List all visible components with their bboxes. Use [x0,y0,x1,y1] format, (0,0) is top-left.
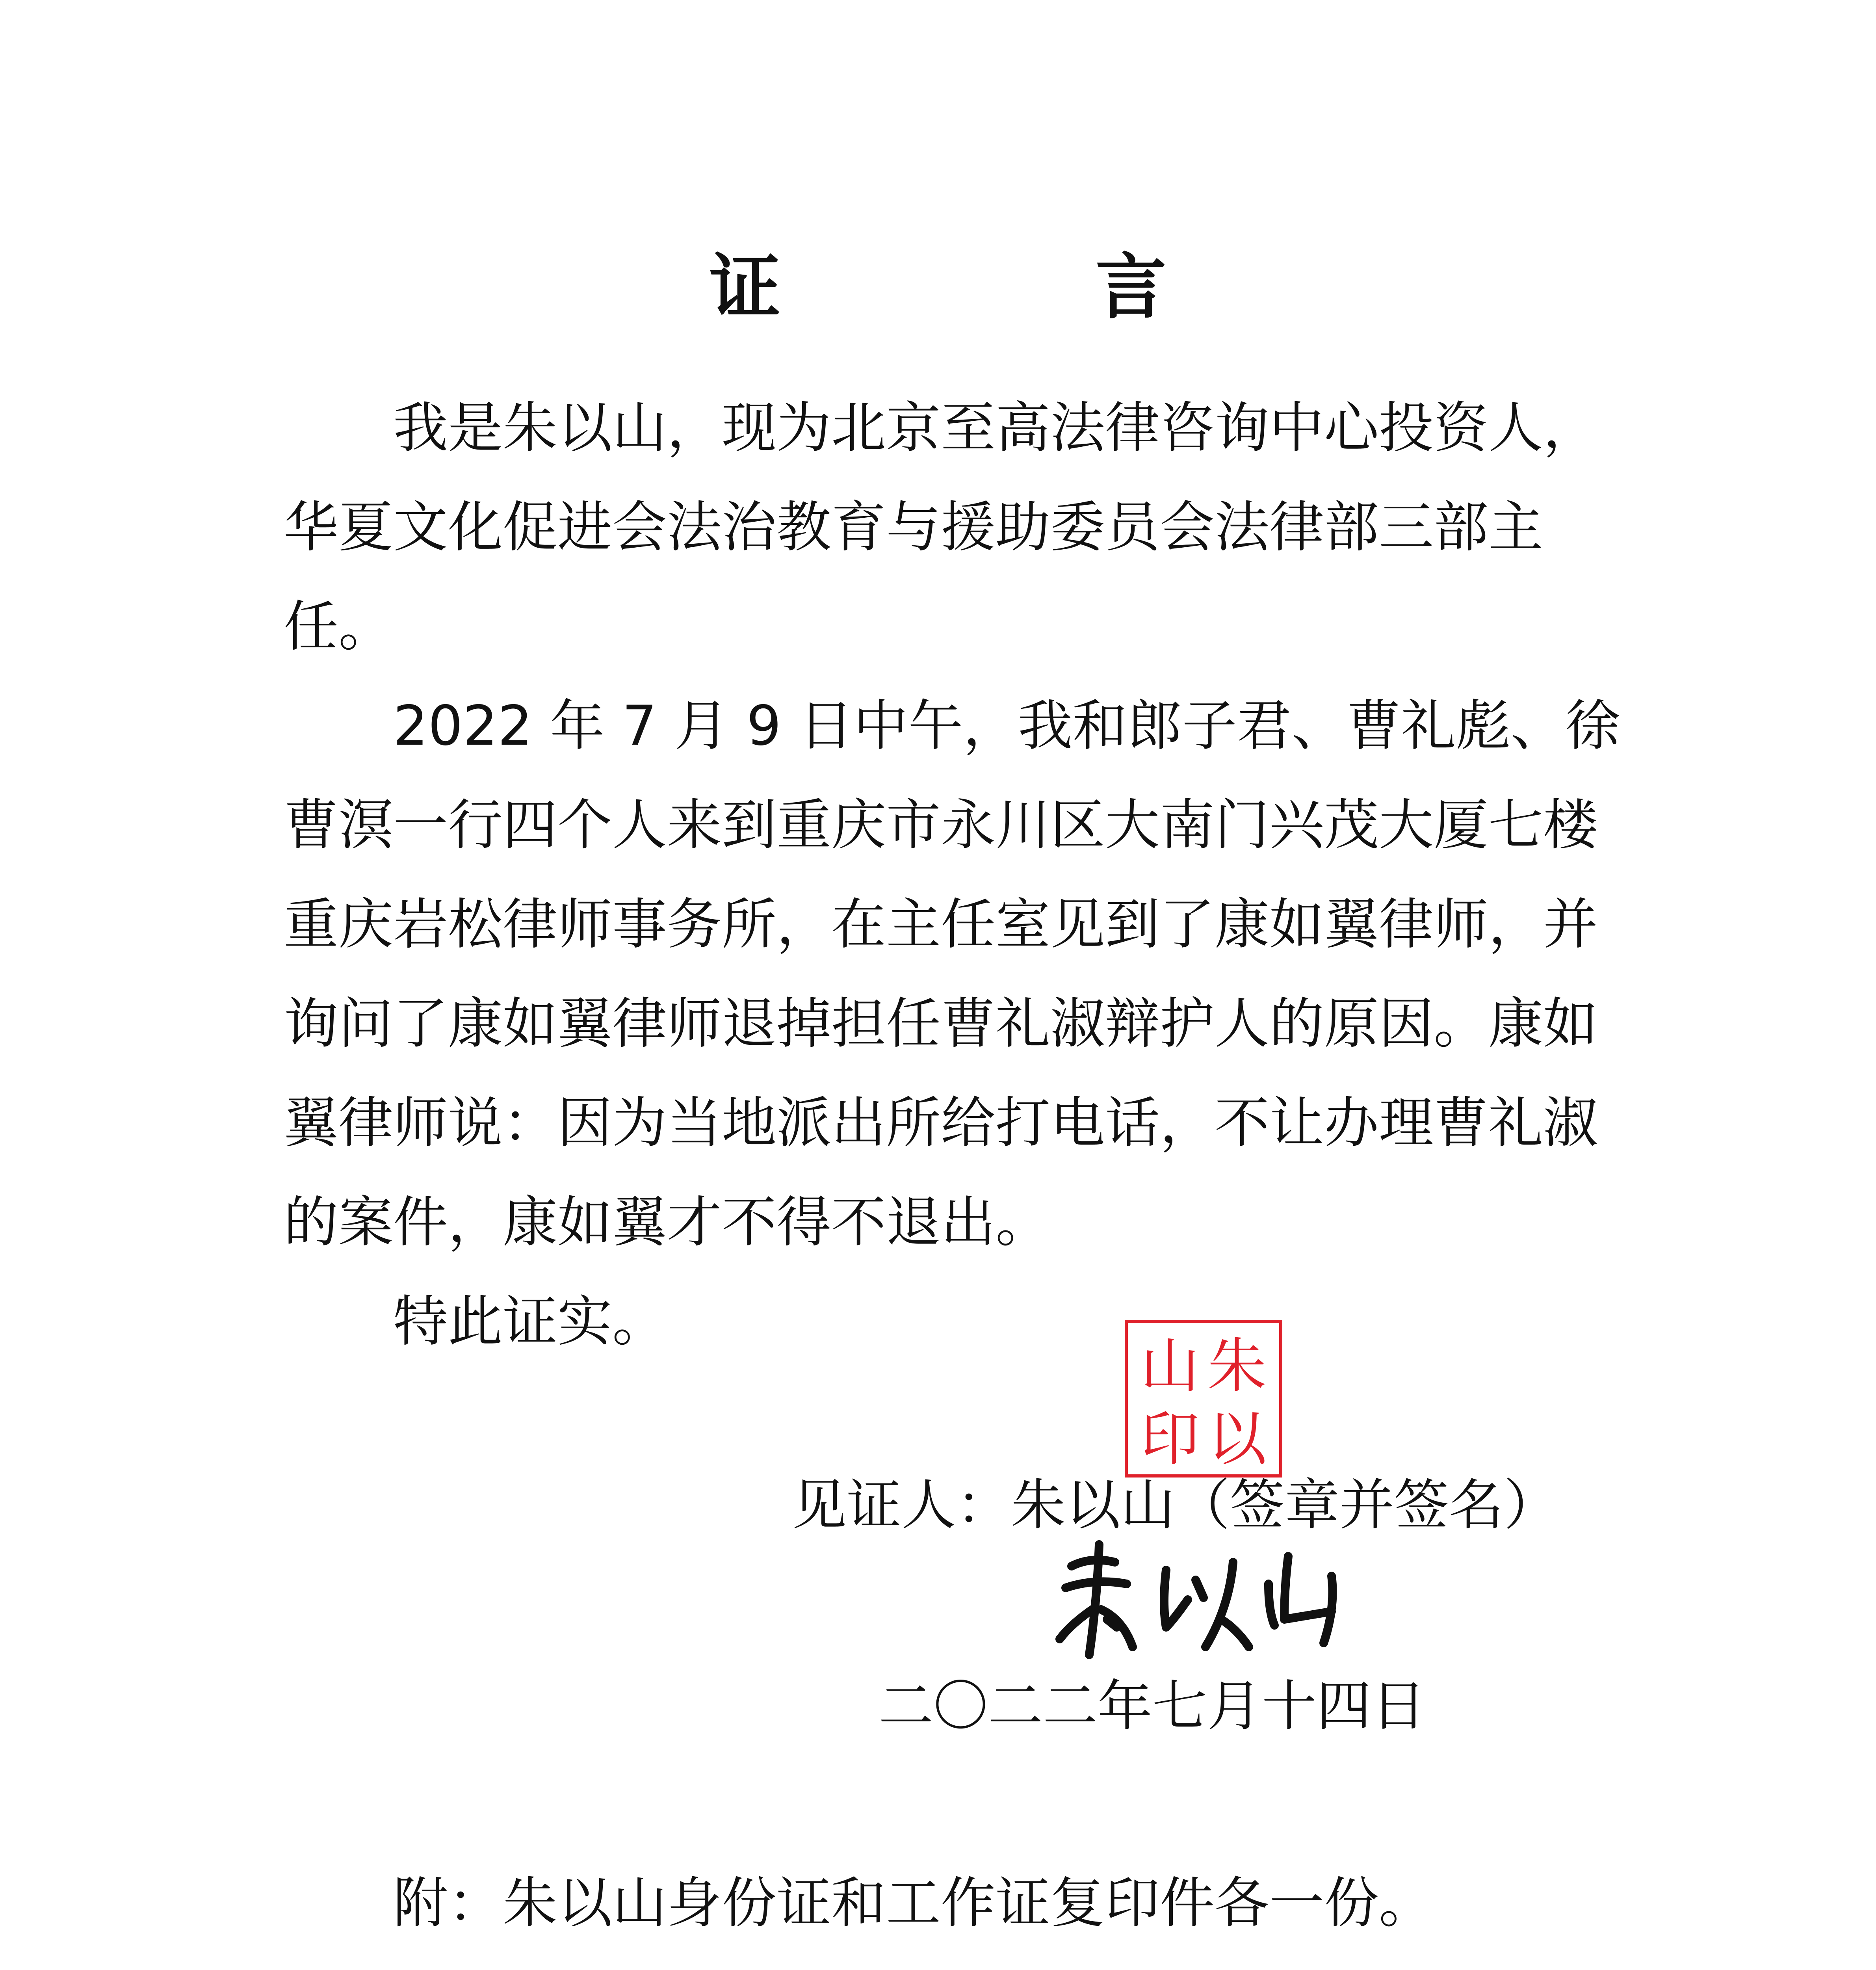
seal-char-4: 印 [1140,1405,1200,1474]
seal-char-2: 以 [1207,1405,1267,1474]
paragraph-certification: 特此证实。 [393,1290,667,1353]
document-body [284,378,1623,1371]
paragraph-account: 2022 年 7 月 9 日中午，我和郎子君、曹礼彪、徐曹溟一行四个人来到重庆市永川区大南门兴茂大厦七楼重庆岩松律师事务所，在主任室见到了康如翼律师，并询问了康如翼律师退掉担任曹礼淑辩护人的原因。康如翼律师说：因为当地派出所给打电话，不让办理曹礼淑的案件，康如翼才不得不退出。 [284,694,1620,1254]
seal-char-1: 朱 [1207,1332,1267,1401]
paragraph-identity: 我是朱以山，现为北京至高法律咨询中心投资人，华夏文化促进会法治教育与援助委员会法律部三部主任。 [284,396,1598,658]
document-date: 二〇二二年七月十四日 [879,1674,1426,1738]
seal-char-3: 山 [1140,1332,1200,1401]
document-title: 证 言 [709,246,1289,329]
witness-line: 见证人：朱以山（签章并签名） [792,1473,1558,1537]
red-seal-stamp [1125,1320,1282,1478]
attachment-note: 附：朱以山身份证和工作证复印件各一份。 [393,1871,1434,1935]
handwritten-signature [1048,1529,1355,1678]
